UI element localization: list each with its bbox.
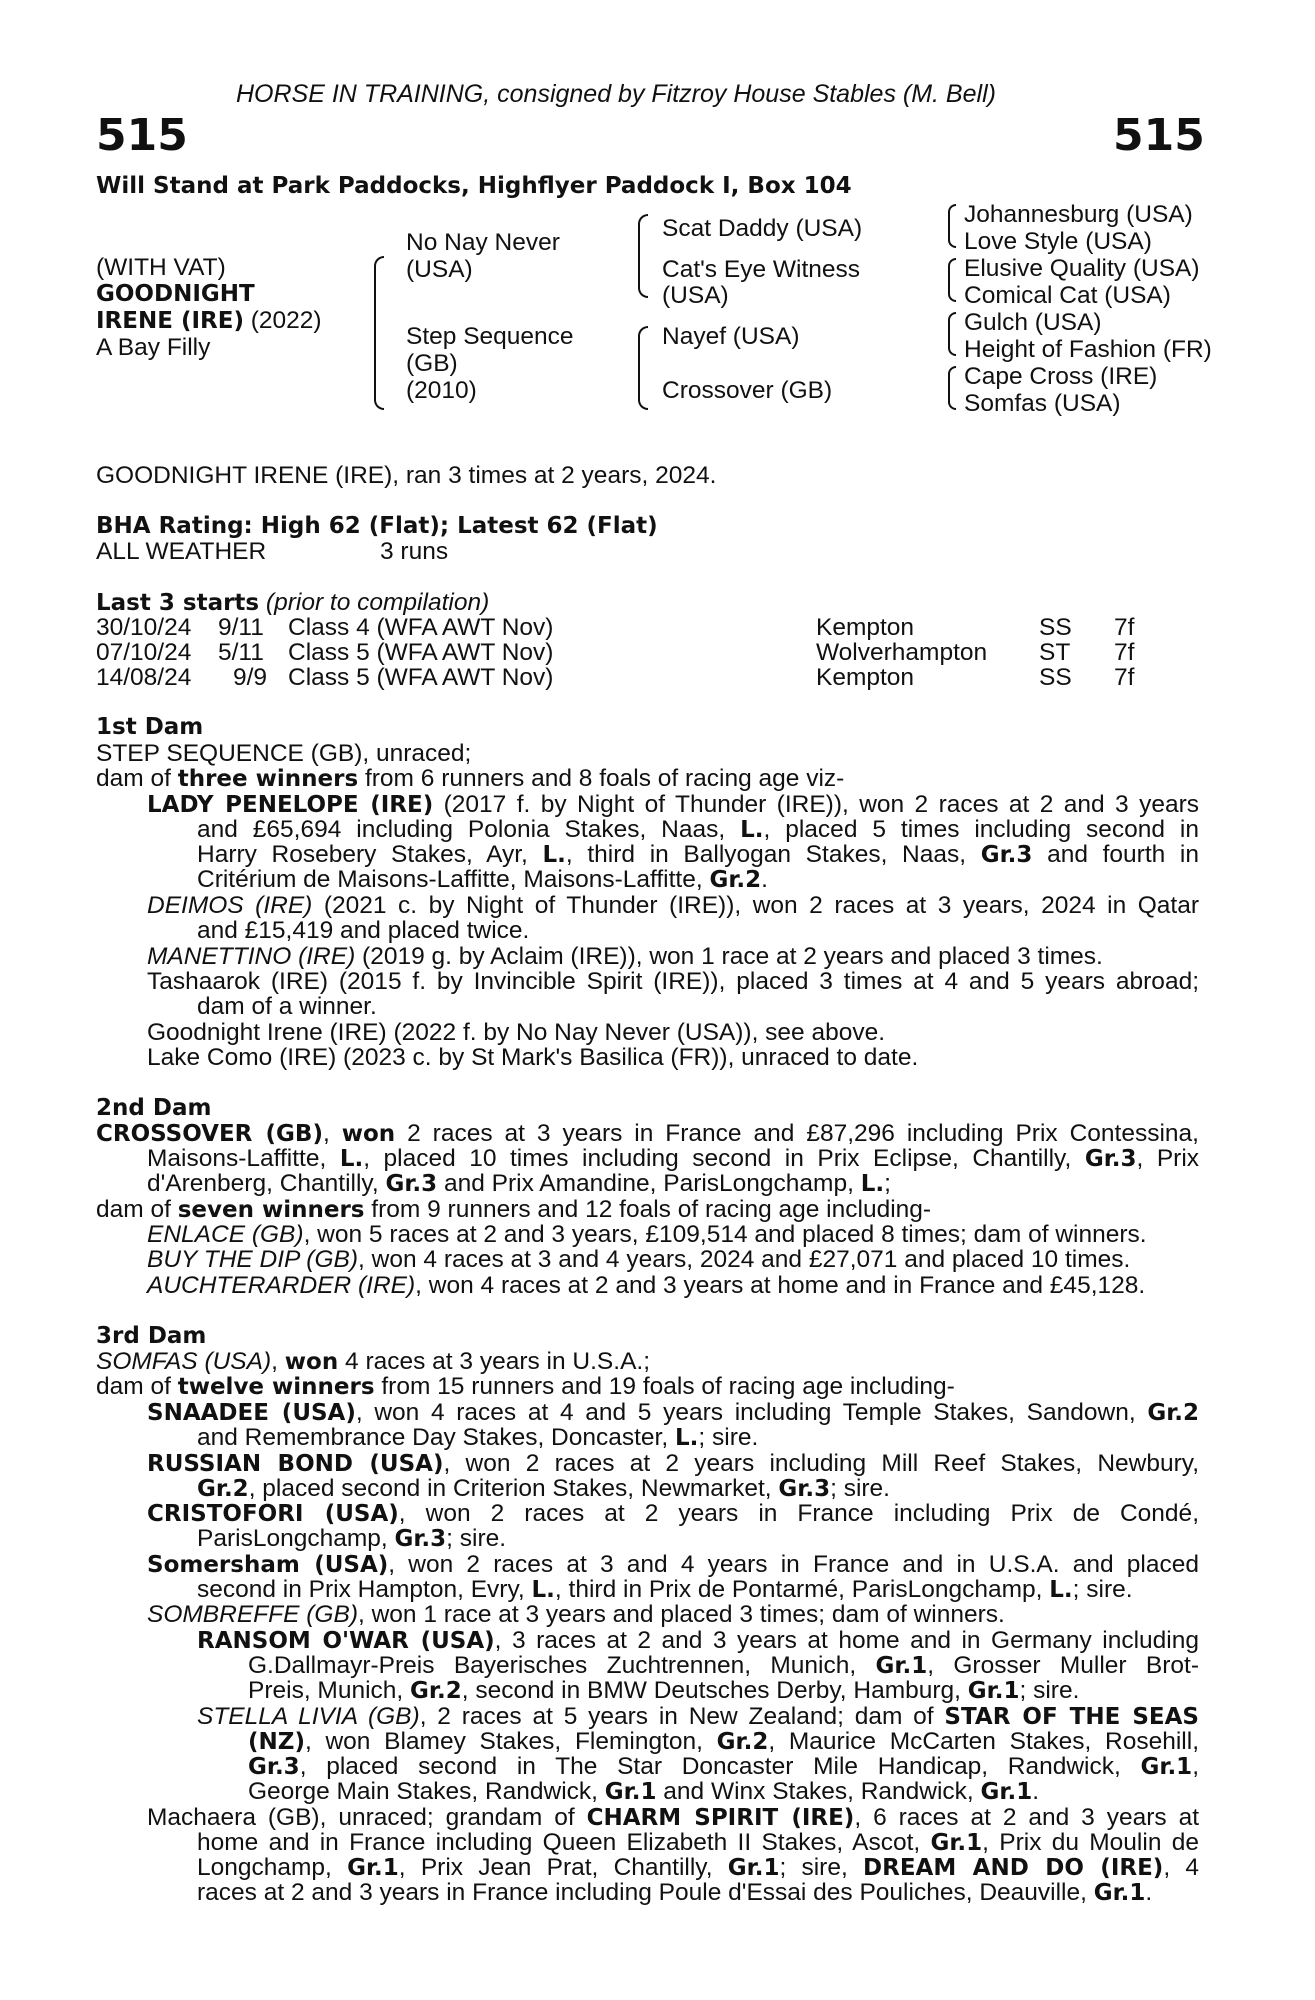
produce-line xyxy=(197,1425,758,1452)
text: ; sire. xyxy=(830,1475,890,1502)
produce-line xyxy=(248,1779,1039,1806)
grade: L. xyxy=(740,817,764,843)
text: Preis, Munich, xyxy=(248,1677,411,1704)
ped-dss: Gulch (USA) xyxy=(964,309,1102,336)
horse-name: Somersham (USA) xyxy=(147,1552,389,1578)
text: , won 4 races at 3 and 4 years, 2024 and £27,071 and placed 10 times. xyxy=(358,1246,1131,1273)
grade: Gr.2 xyxy=(716,1729,769,1755)
horse-name: CROSSOVER (GB) xyxy=(96,1121,323,1147)
text: , second in BMW Deutsches Derby, Hamburg, xyxy=(461,1677,968,1704)
text: George Main Stakes, Randwick, xyxy=(248,1778,605,1805)
start-position: 9/9 xyxy=(233,664,268,691)
dam2-line xyxy=(96,1197,931,1224)
grade: Gr.2 xyxy=(197,1476,249,1502)
grade: Gr.1 xyxy=(1093,1880,1146,1906)
produce-line xyxy=(248,1653,1199,1680)
produce-line xyxy=(147,1805,1199,1832)
winners-count: three winners xyxy=(177,766,359,792)
produce-line xyxy=(197,842,1199,869)
dam1-heading: 1st Dam xyxy=(96,714,204,740)
pedigree-bracket-sd xyxy=(948,258,956,302)
text: dam of xyxy=(96,1373,178,1400)
ped-dsd: Height of Fashion (FR) xyxy=(964,336,1212,363)
dam2-heading: 2nd Dam xyxy=(96,1095,212,1121)
text: races at 2 and 3 years in France including Poule d'Essai des Pouliches, Deauville, xyxy=(197,1879,1094,1906)
produce-line xyxy=(248,1754,1199,1781)
sire-country: (USA) xyxy=(406,256,473,283)
text: d'Arenberg, Chantilly, xyxy=(147,1170,386,1197)
dam3-line xyxy=(96,1349,650,1376)
text: and £65,694 including Polonia Stakes, Naas, xyxy=(197,816,741,843)
start-going: SS xyxy=(1039,664,1072,691)
text: Machaera (GB), unraced; grandam of xyxy=(147,1804,587,1831)
grade: Gr.3 xyxy=(385,1171,438,1197)
horse-name: DEIMOS (IRE) xyxy=(147,892,313,919)
text: from 6 runners and 8 foals of racing age viz- xyxy=(358,765,845,792)
text: , won 2 races at 2 years in France including Prix de Condé, xyxy=(398,1500,1199,1527)
text: Critérium de Maisons-Laffitte, Maisons-Laffitte, xyxy=(197,866,710,893)
text: , Grosser Muller Brot- xyxy=(927,1652,1199,1679)
horse-name: BUY THE DIP (GB) xyxy=(147,1246,359,1273)
consignment-line: HORSE IN TRAINING, consigned by Fitzroy House Stables (M. Bell) xyxy=(236,80,996,108)
vat-note: (WITH VAT) xyxy=(96,254,226,281)
rating-surface: ALL WEATHER xyxy=(96,538,267,565)
grade: Gr.1 xyxy=(967,1678,1020,1704)
lot-number-left: 515 xyxy=(96,110,188,161)
grade: Gr.1 xyxy=(930,1830,983,1856)
starts-title-bold: Last 3 starts xyxy=(96,590,260,616)
text: ; sire. xyxy=(1019,1677,1080,1704)
text: G.Dallmayr-Preis Bayerisches Zuchtrennen, Munich, xyxy=(248,1652,876,1679)
horse-name: LADY PENELOPE (IRE) xyxy=(147,792,434,818)
text: , placed 10 times including second in Prix Eclipse, Chantilly, xyxy=(363,1145,1085,1172)
text: ; sire. xyxy=(446,1525,507,1552)
pedigree-bracket-dd xyxy=(948,366,956,410)
grade: Gr.3 xyxy=(778,1476,831,1502)
text: , won 4 races at 4 and 5 years including Temple Stakes, Sandown, xyxy=(355,1399,1148,1426)
horse-name: ENLACE (GB) xyxy=(147,1221,304,1248)
text: , placed second in Criterion Stakes, Newmarket, xyxy=(248,1475,779,1502)
produce-line xyxy=(197,1577,1133,1604)
grade: L. xyxy=(860,1171,885,1197)
text: , Maurice McCarten Stakes, Rosehill, xyxy=(768,1728,1200,1755)
text: , xyxy=(322,1120,342,1147)
text: , 6 races at 2 and 3 years at xyxy=(854,1804,1200,1831)
sire-name: No Nay Never xyxy=(406,229,560,256)
ped-sdd: Comical Cat (USA) xyxy=(964,282,1171,309)
produce-line xyxy=(197,1476,890,1503)
dam-country: (GB) xyxy=(406,350,458,377)
text: , Prix xyxy=(1136,1145,1200,1172)
dam-name: Step Sequence xyxy=(406,323,574,350)
text: ; sire, xyxy=(779,1854,864,1881)
text: and Prix Amandine, ParisLongchamp, xyxy=(437,1170,861,1197)
produce-line xyxy=(197,1855,1199,1882)
dam2-line xyxy=(147,1146,1199,1173)
pedigree-bracket-sire xyxy=(638,214,648,298)
dam-dam: Crossover (GB) xyxy=(662,377,833,404)
text: , placed second in The Star Doncaster Mile Handicap, Randwick, xyxy=(299,1753,1141,1780)
dam1-line: STEP SEQUENCE (GB), unraced; xyxy=(96,740,472,767)
won: won xyxy=(341,1121,396,1147)
produce-line xyxy=(147,1400,1199,1427)
start-going: ST xyxy=(1039,639,1071,666)
produce-line: Lake Como (IRE) (2023 c. by St Mark's Basilica (FR)), unraced to date. xyxy=(147,1044,919,1071)
starts-title-note: (prior to compilation) xyxy=(259,589,490,616)
text: and Winx Stakes, Randwick, xyxy=(656,1778,981,1805)
text: , xyxy=(271,1348,285,1375)
horse-name: RUSSIAN BOND (USA) xyxy=(147,1451,444,1477)
produce-line xyxy=(147,1501,1199,1528)
produce-line xyxy=(248,1678,1079,1705)
horse-name-line1: GOODNIGHT xyxy=(96,281,255,307)
start-distance: 7f xyxy=(1114,639,1135,666)
dam-sire: Nayef (USA) xyxy=(662,323,800,350)
produce-line xyxy=(147,944,1103,970)
produce-line xyxy=(197,1628,1199,1655)
produce-line xyxy=(248,1729,1199,1756)
start-going: SS xyxy=(1039,614,1072,641)
ped-ddd: Somfas (USA) xyxy=(964,390,1121,417)
grade: Gr.1 xyxy=(727,1855,780,1881)
grade: Gr.1 xyxy=(347,1855,399,1881)
pedigree-bracket-gen1 xyxy=(374,256,384,410)
text: ParisLongchamp, xyxy=(197,1525,395,1552)
text: ; sire. xyxy=(1072,1576,1133,1603)
won: won xyxy=(284,1349,339,1375)
winners-count: twelve winners xyxy=(177,1374,375,1400)
text: , Prix Jean Prat, Chantilly, xyxy=(398,1854,728,1881)
start-course: Kempton xyxy=(816,614,915,641)
dam2-line xyxy=(96,1121,1199,1148)
start-race: Class 5 (WFA AWT Nov) xyxy=(288,664,554,691)
text: Longchamp, xyxy=(197,1854,348,1881)
text: ; sire. xyxy=(698,1424,759,1451)
text: dam of xyxy=(96,765,178,792)
ped-sss: Johannesburg (USA) xyxy=(964,201,1193,228)
location-line: Will Stand at Park Paddocks, Highflyer Paddock I, Box 104 xyxy=(96,173,852,199)
start-race: Class 5 (WFA AWT Nov) xyxy=(288,639,554,666)
text: , 3 races at 2 and 3 years at home and in Germany including xyxy=(494,1627,1199,1654)
produce-line xyxy=(147,1247,1130,1273)
start-distance: 7f xyxy=(1114,664,1135,691)
dam1-produce xyxy=(96,766,844,793)
grade: Gr.3 xyxy=(248,1754,300,1780)
start-date: 30/10/24 xyxy=(96,614,192,641)
horse-name: STELLA LIVIA (GB) xyxy=(197,1703,420,1730)
horse-name: (NZ) xyxy=(248,1729,305,1755)
horse-name: STAR OF THE SEAS xyxy=(944,1704,1199,1730)
text: and fourth in xyxy=(1032,841,1199,868)
dam3-heading: 3rd Dam xyxy=(96,1323,207,1349)
produce-line xyxy=(197,1830,1199,1857)
text: , won 1 race at 3 years and placed 3 times; dam of winners. xyxy=(357,1601,1005,1628)
horse-name: CHARM SPIRIT (IRE) xyxy=(586,1805,855,1831)
text: , won 4 races at 2 and 3 years at home and in France and £45,128. xyxy=(415,1272,1146,1299)
text: dam of xyxy=(96,1196,178,1223)
text: 2 races at 3 years in France and £87,296 including Prix Contessina, xyxy=(395,1120,1199,1147)
produce-line: Goodnight Irene (IRE) (2022 f. by No Nay Never (USA)), see above. xyxy=(147,1019,886,1046)
text: , won Blamey Stakes, Flemington, xyxy=(304,1728,717,1755)
text: home and in France including Queen Elizabeth II Stakes, Ascot, xyxy=(197,1829,931,1856)
produce-line xyxy=(147,1222,1147,1248)
produce-line xyxy=(197,1704,1199,1731)
start-course: Kempton xyxy=(816,664,915,691)
bha-rating: BHA Rating: High 62 (Flat); Latest 62 (Flat) xyxy=(96,513,658,539)
horse-name: SNAADEE (USA) xyxy=(147,1400,356,1426)
horse-name: RANSOM O'WAR (USA) xyxy=(197,1628,495,1654)
produce-line xyxy=(147,1451,1199,1478)
text: , third in Prix de Pontarmé, ParisLongchamp, xyxy=(554,1576,1050,1603)
grade: Gr.1 xyxy=(604,1779,657,1805)
text: (2019 g. by Aclaim (IRE)), won 1 race at 2 years and placed 3 times. xyxy=(355,943,1103,970)
horse-name: SOMFAS (USA) xyxy=(96,1348,272,1375)
text: . xyxy=(1032,1778,1040,1805)
produce-line xyxy=(197,1526,506,1553)
start-date: 14/08/24 xyxy=(96,664,192,691)
sire-dam: Cat's Eye Witness xyxy=(662,256,861,283)
text: second in Prix Hampton, Evry, xyxy=(197,1576,532,1603)
ped-dds: Cape Cross (IRE) xyxy=(964,363,1158,390)
grade: L. xyxy=(674,1425,699,1451)
produce-line: Tashaarok (IRE) (2015 f. by Invincible Spirit (IRE)), placed 3 times at 4 and 5 years abroad; xyxy=(147,968,1199,995)
race-summary: GOODNIGHT IRENE (IRE), ran 3 times at 2 years, 2024. xyxy=(96,462,717,489)
horse-name: AUCHTERARDER (IRE) xyxy=(147,1272,416,1299)
produce-line xyxy=(197,817,1199,844)
produce-line: and £15,419 and placed twice. xyxy=(197,917,530,944)
horse-name: CRISTOFORI (USA) xyxy=(147,1501,399,1527)
horse-name: DREAM AND DO (IRE) xyxy=(863,1855,1164,1881)
text: from 15 runners and 19 foals of racing age including- xyxy=(374,1373,955,1400)
produce-line: dam of a winner. xyxy=(197,993,377,1020)
horse-name: MANETTINO (IRE) xyxy=(147,943,356,970)
grade: L. xyxy=(1049,1577,1073,1603)
text: . xyxy=(1145,1879,1153,1906)
produce-line xyxy=(147,1602,1005,1628)
grade: Gr.2 xyxy=(1147,1400,1199,1426)
horse-name: IRENE (IRE) xyxy=(96,308,244,334)
produce-line xyxy=(147,893,1199,919)
produce-line xyxy=(197,867,768,894)
text: , Prix du Moulin de xyxy=(982,1829,1199,1856)
grade: Gr.3 xyxy=(1084,1146,1137,1172)
grade: L. xyxy=(542,842,566,868)
text: , xyxy=(1192,1753,1199,1780)
starts-title xyxy=(96,590,489,617)
horse-name: SOMBREFFE (GB) xyxy=(147,1601,358,1628)
pedigree-bracket-ds xyxy=(948,312,956,356)
text: , 2 races at 5 years in New Zealand; dam of xyxy=(419,1703,945,1730)
start-position: 9/11 xyxy=(218,614,264,641)
dam2-line xyxy=(147,1171,891,1198)
rating-runs: 3 runs xyxy=(380,538,449,565)
produce-line xyxy=(147,792,1199,819)
sire-dam-country: (USA) xyxy=(662,282,729,309)
text: , won 2 races at 3 and 4 years in France and in U.S.A. and placed xyxy=(388,1551,1199,1578)
start-race: Class 4 (WFA AWT Nov) xyxy=(288,614,554,641)
text: 4 races at 3 years in U.S.A.; xyxy=(338,1348,651,1375)
text: from 9 runners and 12 foals of racing age including- xyxy=(364,1196,932,1223)
winners-count: seven winners xyxy=(177,1197,365,1223)
text: , third in Ballyogan Stakes, Naas, xyxy=(565,841,981,868)
horse-name-line2 xyxy=(96,308,322,334)
text: , won 5 races at 2 and 3 years, £109,514 and placed 8 times; dam of winners. xyxy=(303,1221,1147,1248)
lot-number-right: 515 xyxy=(1113,110,1205,161)
horse-description: A Bay Filly xyxy=(96,334,211,361)
pedigree-bracket-ss xyxy=(948,204,956,248)
dam-year: (2010) xyxy=(406,377,477,404)
text: and Remembrance Day Stakes, Doncaster, xyxy=(197,1424,675,1451)
produce-line xyxy=(147,1273,1145,1299)
text: ; xyxy=(884,1170,891,1197)
text: . xyxy=(761,866,768,893)
text: , 4 xyxy=(1163,1854,1199,1881)
text: , won 2 races at 2 years including Mill Reef Stakes, Newbury, xyxy=(443,1450,1200,1477)
grade: Gr.1 xyxy=(980,1779,1033,1805)
produce-line xyxy=(147,1552,1199,1579)
start-distance: 7f xyxy=(1114,614,1135,641)
grade: Gr.3 xyxy=(394,1526,447,1552)
grade: Gr.3 xyxy=(980,842,1033,868)
text: Harry Rosebery Stakes, Ayr, xyxy=(197,841,543,868)
horse-year: (2022) xyxy=(243,307,322,334)
text: (2017 f. by Night of Thunder (IRE)), won 2 races at 2 and 3 years xyxy=(433,791,1199,818)
grade: Gr.1 xyxy=(1140,1754,1193,1780)
grade: L. xyxy=(531,1577,555,1603)
grade: Gr.2 xyxy=(410,1678,462,1704)
grade: Gr.2 xyxy=(709,867,762,893)
ped-sds: Elusive Quality (USA) xyxy=(964,255,1200,282)
text: (2021 c. by Night of Thunder (IRE)), won 2 races at 3 years, 2024 in Qatar xyxy=(312,892,1199,919)
produce-line xyxy=(197,1880,1152,1907)
ped-ssd: Love Style (USA) xyxy=(964,228,1152,255)
grade: Gr.1 xyxy=(875,1653,928,1679)
text: Maisons-Laffitte, xyxy=(147,1145,340,1172)
text: , placed 5 times including second in xyxy=(763,816,1199,843)
start-date: 07/10/24 xyxy=(96,639,192,666)
sire-sire: Scat Daddy (USA) xyxy=(662,215,863,242)
grade: L. xyxy=(339,1146,364,1172)
dam3-line xyxy=(96,1374,955,1401)
start-position: 5/11 xyxy=(218,639,264,666)
pedigree-bracket-dam xyxy=(638,326,648,410)
start-course: Wolverhampton xyxy=(816,639,988,666)
